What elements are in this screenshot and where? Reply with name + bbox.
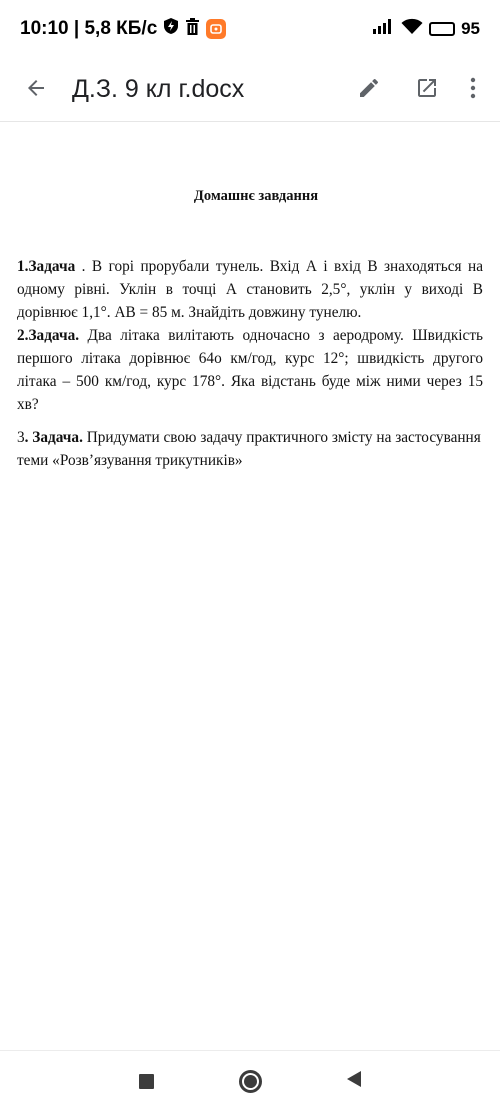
document-title: Д.З. 9 кл г.docx [72, 75, 245, 103]
task-1 [17, 255, 483, 324]
trash-icon [185, 18, 200, 41]
battery-icon [429, 22, 455, 36]
recents-square-icon [139, 1074, 154, 1089]
open-external-button[interactable] [398, 58, 456, 122]
system-nav-bar [0, 1050, 500, 1111]
status-time-speed: 10:10 | 5,8 КБ/с [20, 18, 158, 39]
system-back-button[interactable] [302, 1051, 406, 1111]
edit-button[interactable] [340, 58, 398, 122]
task-1-label: 1.Задача [17, 258, 76, 275]
status-bar [0, 0, 500, 58]
task-3 [17, 426, 483, 472]
more-vert-icon [470, 76, 476, 104]
signal-icon [373, 18, 395, 40]
task-3-text: Придумати свою задачу практичного змісту на застосування теми «Розв’язування трикутників» [17, 429, 481, 469]
toolbar-actions [340, 58, 490, 122]
status-right [373, 18, 480, 41]
home-button[interactable] [198, 1051, 302, 1111]
battery-percent: 95 [461, 19, 480, 38]
shield-bolt-icon [163, 17, 179, 41]
wifi-icon [401, 18, 423, 41]
back-triangle-icon [346, 1070, 362, 1092]
task-2-text: Два літака вилітають одночасно з аеродрому. Швидкість першого літака дорівнює 64о км/год, курс 12°; швидкість другого літака – 500 км/год, курс 178°. Яка відстань буде між ними через 15 хв? [17, 327, 483, 413]
task-2-label: 2.Задача. [17, 327, 80, 344]
back-button[interactable] [0, 58, 72, 122]
back-arrow-icon [24, 76, 48, 104]
status-left [20, 17, 226, 41]
task-2 [17, 324, 483, 416]
edit-pencil-icon [357, 76, 381, 104]
open-external-icon [415, 76, 439, 104]
recents-button[interactable] [94, 1051, 198, 1111]
app-bar [0, 58, 500, 122]
home-circle-icon [239, 1070, 262, 1093]
app-icon [206, 19, 226, 39]
document-heading: Домашнє завдання [193, 188, 319, 204]
task-3-label: . Задача. [24, 429, 83, 446]
task-3-number: 3 [17, 429, 25, 446]
more-options-button[interactable] [456, 58, 490, 122]
task-1-text: . В горі прорубали тунель. Вхід А і вхід В знаходяться на одному рівні. Уклін в точці А становить 2,5°, уклін у виході В дорівнює 1,1°. АВ = 85 м. Знайдіть довжину тунелю. [17, 258, 483, 321]
document-content [0, 123, 500, 1050]
